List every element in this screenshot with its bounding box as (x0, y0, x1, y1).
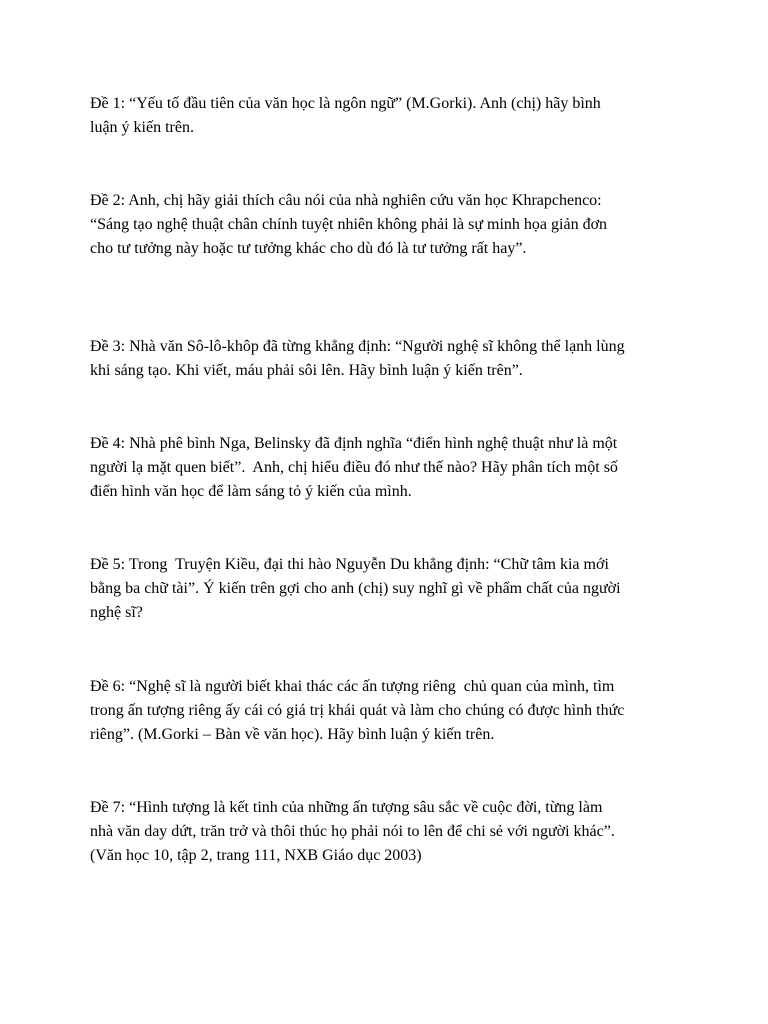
question-3-line-2: khi sáng tạo. Khi viết, máu phải sôi lên. Hãy bình luận ý kiến trên”. (90, 362, 523, 379)
exam-question-4 (90, 432, 690, 504)
exam-question-3 (90, 335, 690, 383)
exam-question-2 (90, 189, 690, 261)
question-4-line-2: người lạ mặt quen biết”. Anh, chị hiểu điều đó như thế nào? Hãy phân tích một số (90, 459, 618, 476)
question-4-line-1: Đề 4: Nhà phê bình Nga, Belinsky đã định nghĩa “điển hình nghệ thuật như là một (90, 435, 618, 452)
exam-question-5 (90, 553, 690, 625)
question-2-line-2: “Sáng tạo nghệ thuật chân chính tuyệt nhiên không phải là sự minh họa giản đơn (90, 216, 608, 233)
question-7-line-2: nhà văn day dứt, trăn trở và thôi thúc họ phải nói to lên để chi sẻ với người khác”. (90, 823, 615, 840)
exam-question-6 (90, 675, 690, 747)
question-2-line-3: cho tư tưởng này hoặc tư tưởng khác cho dù đó là tư tưởng rất hay”. (90, 240, 527, 257)
question-5-line-1: Đề 5: Trong Truyện Kiều, đại thi hào Nguyễn Du khẳng định: “Chữ tâm kia mới (90, 556, 609, 573)
question-3-line-1: Đề 3: Nhà văn Sô-lô-khôp đã từng khẳng định: “Người nghệ sĩ không thể lạnh lùng (90, 338, 625, 355)
question-7-line-1: Đề 7: “Hình tượng là kết tinh của những ấn tượng sâu sắc về cuộc đời, từng làm (90, 799, 603, 816)
question-7-line-3: (Văn học 10, tập 2, trang 111, NXB Giáo dục 2003) (90, 847, 422, 864)
exam-question-1 (90, 92, 690, 140)
question-1-line-2: luận ý kiến trên. (90, 119, 194, 136)
question-6-line-3: riêng”. (M.Gorki – Bàn về văn học). Hãy bình luận ý kiến trên. (90, 726, 495, 743)
question-5-line-3: nghệ sĩ? (90, 604, 143, 621)
question-4-line-3: điển hình văn học để làm sáng tỏ ý kiến của mình. (90, 483, 412, 500)
question-6-line-2: trong ấn tượng riêng ấy cái có giá trị khái quát và làm cho chúng có được hình thức (90, 702, 625, 719)
question-2-line-1: Đề 2: Anh, chị hãy giải thích câu nói của nhà nghiên cứu văn học Khrapchenco: (90, 192, 602, 209)
question-1-line-1: Đề 1: “Yếu tố đầu tiên của văn học là ngôn ngữ” (M.Gorki). Anh (chị) hãy bình (90, 95, 601, 112)
exam-question-7 (90, 796, 690, 868)
question-5-line-2: bằng ba chữ tài”. Ý kiến trên gợi cho anh (chị) suy nghĩ gì về phẩm chất của người (90, 580, 621, 597)
question-6-line-1: Đề 6: “Nghệ sĩ là người biết khai thác các ấn tượng riêng chủ quan của mình, tìm (90, 678, 615, 695)
